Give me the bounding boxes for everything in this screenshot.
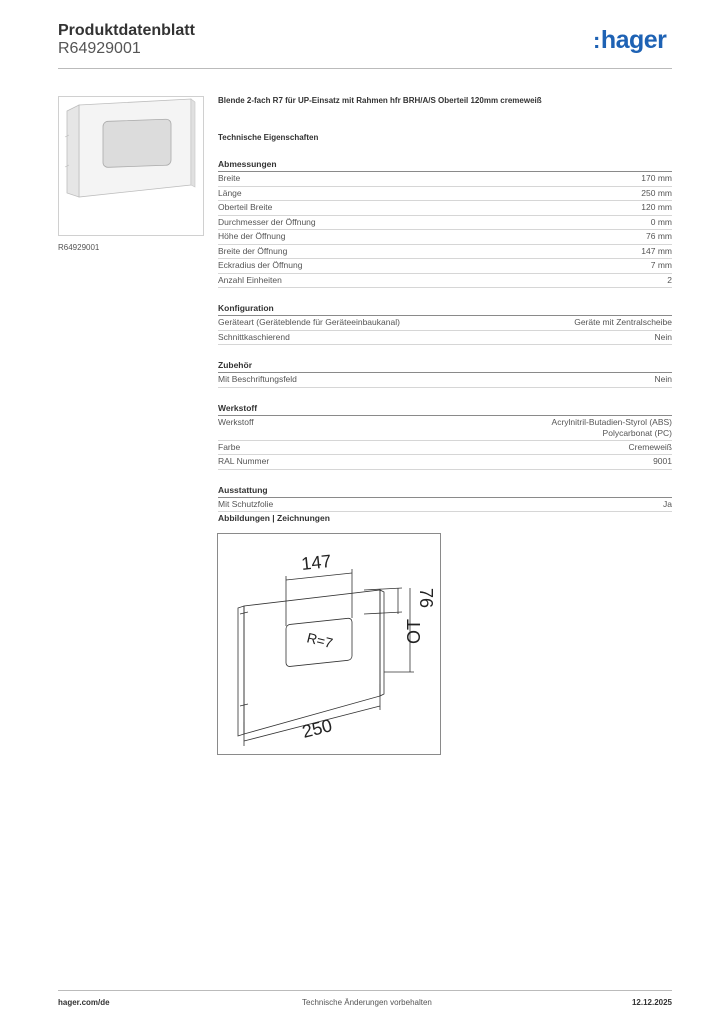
table-row bbox=[218, 416, 672, 441]
footer-date: 12.12.2025 bbox=[631, 998, 672, 1007]
row-label: Breite bbox=[218, 173, 241, 183]
row-value bbox=[552, 416, 672, 440]
row-value: 7 mm bbox=[650, 260, 672, 270]
cover-plate-illustration bbox=[59, 97, 203, 235]
section-title: Werkstoff bbox=[218, 402, 672, 416]
section-title: Ausstattung bbox=[218, 484, 672, 498]
row-value: 0 mm bbox=[650, 216, 672, 227]
product-image bbox=[58, 96, 204, 236]
technical-drawing bbox=[217, 533, 441, 755]
footer-notice: Technische Änderungen vorbehalten bbox=[302, 998, 432, 1007]
table-row bbox=[218, 316, 672, 331]
row-label: Werkstoff bbox=[218, 416, 254, 427]
header-divider bbox=[58, 68, 672, 69]
product-title: Blende 2-fach R7 für UP-Einsatz mit Rahmen hfr BRH/A/S Oberteil 120mm cremeweiß bbox=[218, 96, 542, 105]
row-value-line: Polycarbonat (PC) bbox=[602, 427, 672, 438]
row-value: 250 mm bbox=[641, 187, 672, 198]
row-value: Nein bbox=[654, 331, 672, 342]
table-row bbox=[218, 216, 672, 231]
row-value: Ja bbox=[663, 498, 672, 509]
drawings-heading: Abbildungen | Zeichnungen bbox=[218, 513, 330, 523]
spec-content bbox=[218, 96, 672, 512]
row-value: 170 mm bbox=[641, 173, 672, 183]
article-number: R64929001 bbox=[58, 40, 141, 57]
section-dimensions bbox=[218, 158, 672, 288]
table-row bbox=[218, 230, 672, 245]
row-label: Höhe der Öffnung bbox=[218, 231, 286, 241]
row-value: 120 mm bbox=[641, 202, 672, 212]
footer-divider bbox=[58, 990, 672, 991]
dim-radius-label: R=7 bbox=[305, 629, 335, 652]
row-value: 147 mm bbox=[641, 245, 672, 256]
row-label: Durchmesser der Öffnung bbox=[218, 216, 316, 227]
row-value: 9001 bbox=[653, 456, 672, 466]
row-label: Mit Schutzfolie bbox=[218, 498, 274, 509]
dim-height-label: 76 bbox=[416, 588, 436, 609]
row-value: Nein bbox=[654, 374, 672, 384]
dim-length-label: 250 bbox=[300, 715, 335, 742]
row-label: Länge bbox=[218, 187, 242, 198]
row-value: 76 mm bbox=[646, 231, 672, 241]
row-label: Breite der Öffnung bbox=[218, 245, 288, 256]
dimension-drawing bbox=[218, 534, 440, 754]
row-label: Farbe bbox=[218, 441, 241, 452]
row-value: Cremeweiß bbox=[628, 441, 672, 452]
tech-properties-heading: Technische Eigenschaften bbox=[218, 133, 319, 142]
row-label: Oberteil Breite bbox=[218, 202, 273, 212]
section-title: Zubehör bbox=[218, 359, 672, 373]
row-label: Eckradius der Öffnung bbox=[218, 260, 303, 270]
table-row bbox=[218, 172, 672, 187]
row-label: Mit Beschriftungsfeld bbox=[218, 374, 297, 384]
table-row bbox=[218, 259, 672, 274]
logo-colon-icon: : bbox=[593, 28, 600, 53]
row-label: Geräteart (Geräteblende für Geräteeinbaukanal) bbox=[218, 317, 400, 327]
row-label: Schnittkaschierend bbox=[218, 331, 290, 342]
table-row bbox=[218, 498, 672, 513]
dim-width-label: 147 bbox=[300, 550, 333, 574]
row-label: RAL Nummer bbox=[218, 456, 270, 466]
row-value-line: Acrylnitril-Butadien-Styrol (ABS) bbox=[551, 416, 672, 427]
image-caption: R64929001 bbox=[58, 243, 100, 252]
section-title: Konfiguration bbox=[218, 302, 672, 316]
table-row bbox=[218, 245, 672, 260]
section-equipment bbox=[218, 484, 672, 513]
table-row bbox=[218, 441, 672, 456]
logo-text: hager bbox=[600, 26, 667, 54]
hager-logo bbox=[593, 26, 666, 55]
row-label: Anzahl Einheiten bbox=[218, 274, 282, 285]
section-material bbox=[218, 402, 672, 470]
row-value: Geräte mit Zentralscheibe bbox=[574, 317, 672, 327]
table-row bbox=[218, 187, 672, 202]
section-accessories bbox=[218, 359, 672, 388]
dim-ot-label: OT bbox=[404, 619, 424, 644]
section-configuration bbox=[218, 302, 672, 345]
row-value: 2 bbox=[667, 274, 672, 285]
table-row bbox=[218, 274, 672, 289]
page-title: Produktdatenblatt bbox=[58, 22, 195, 39]
footer-website: hager.com/de bbox=[58, 998, 110, 1007]
table-row bbox=[218, 331, 672, 346]
section-title: Abmessungen bbox=[218, 158, 672, 172]
table-row bbox=[218, 373, 672, 388]
table-row bbox=[218, 455, 672, 470]
table-row bbox=[218, 201, 672, 216]
